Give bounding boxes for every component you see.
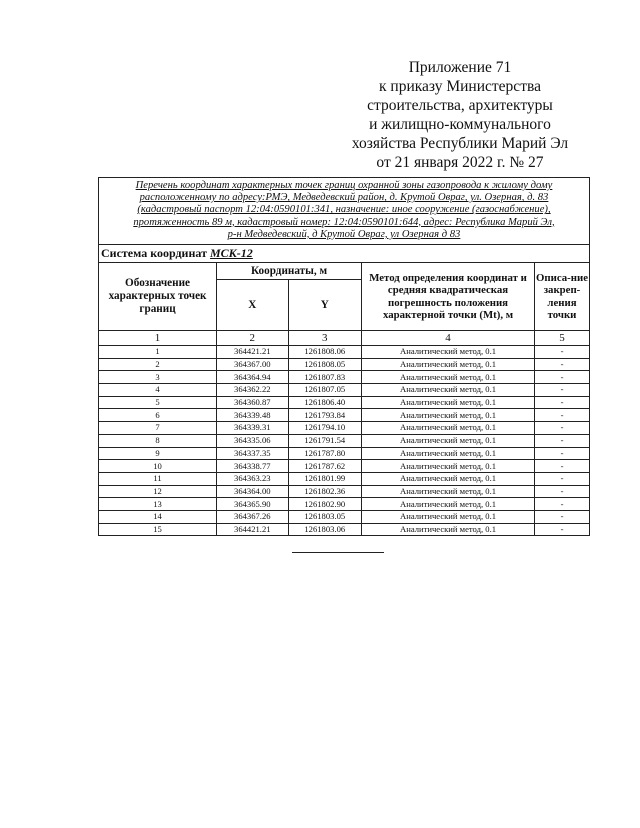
header-point: Обозначение характерных точек границ bbox=[99, 263, 217, 331]
description-cell: - bbox=[535, 358, 590, 371]
y-coordinate-cell: 1261801.99 bbox=[288, 472, 362, 485]
y-coordinate-cell: 1261803.06 bbox=[288, 523, 362, 536]
table-title-line: р-н Медведевский, д Крутой Овраг, ул Озерная д 83 bbox=[227, 228, 461, 240]
x-coordinate-cell: 364338.77 bbox=[217, 460, 288, 473]
table-row bbox=[99, 384, 590, 397]
method-cell: Аналитический метод, 0.1 bbox=[362, 510, 535, 523]
x-coordinate-cell: 364421.21 bbox=[217, 346, 288, 359]
y-coordinate-cell: 1261808.06 bbox=[288, 346, 362, 359]
header-block bbox=[340, 58, 580, 172]
description-cell: - bbox=[535, 485, 590, 498]
coordinate-system-label: Система координат bbox=[101, 246, 207, 261]
header-line: и жилищно-коммунального bbox=[369, 116, 551, 133]
description-cell: - bbox=[535, 434, 590, 447]
y-coordinate-cell: 1261807.05 bbox=[288, 384, 362, 397]
description-cell: - bbox=[535, 409, 590, 422]
point-number-cell: 2 bbox=[99, 358, 217, 371]
method-cell: Аналитический метод, 0.1 bbox=[362, 523, 535, 536]
y-coordinate-cell: 1261803.05 bbox=[288, 510, 362, 523]
coordinates-table bbox=[98, 177, 590, 536]
description-cell: - bbox=[535, 460, 590, 473]
x-coordinate-cell: 364337.35 bbox=[217, 447, 288, 460]
point-number-cell: 12 bbox=[99, 485, 217, 498]
description-cell: - bbox=[535, 371, 590, 384]
table-row bbox=[99, 523, 590, 536]
x-coordinate-cell: 364363.23 bbox=[217, 472, 288, 485]
method-cell: Аналитический метод, 0.1 bbox=[362, 422, 535, 435]
table-row bbox=[99, 434, 590, 447]
column-number-row bbox=[99, 331, 590, 346]
table-row bbox=[99, 510, 590, 523]
table-row bbox=[99, 447, 590, 460]
point-number-cell: 15 bbox=[99, 523, 217, 536]
table-title-line: (кадастровый паспорт 12:04:0590101:341, назначение: иное сооружение (газоснабжение), bbox=[137, 204, 551, 216]
x-coordinate-cell: 364360.87 bbox=[217, 396, 288, 409]
description-cell: - bbox=[535, 396, 590, 409]
header-line: Приложение 71 bbox=[408, 59, 512, 76]
method-cell: Аналитический метод, 0.1 bbox=[362, 384, 535, 397]
description-cell: - bbox=[535, 422, 590, 435]
header-y: Y bbox=[288, 280, 362, 331]
table-row bbox=[99, 422, 590, 435]
column-number: 3 bbox=[288, 331, 362, 346]
column-number: 4 bbox=[362, 331, 535, 346]
point-number-cell: 3 bbox=[99, 371, 217, 384]
header-line: к приказу Министерства bbox=[379, 78, 541, 95]
coordinate-system-value: МСК-12 bbox=[209, 246, 253, 261]
description-cell: - bbox=[535, 447, 590, 460]
column-number: 2 bbox=[217, 331, 288, 346]
x-coordinate-cell: 364367.00 bbox=[217, 358, 288, 371]
table-row bbox=[99, 358, 590, 371]
description-cell: - bbox=[535, 523, 590, 536]
point-number-cell: 10 bbox=[99, 460, 217, 473]
header-line: хозяйства Республики Марий Эл bbox=[351, 135, 569, 152]
y-coordinate-cell: 1261794.10 bbox=[288, 422, 362, 435]
x-coordinate-cell: 364367.26 bbox=[217, 510, 288, 523]
table-row bbox=[99, 346, 590, 359]
table-title-line: протяженность 89 м, кадастровый номер: 12:04:0590101:644, адрес: Республика Марий Эл, bbox=[133, 216, 555, 228]
method-cell: Аналитический метод, 0.1 bbox=[362, 434, 535, 447]
point-number-cell: 1 bbox=[99, 346, 217, 359]
header-description: Описа-ние закреп-ления точки bbox=[535, 263, 590, 331]
point-number-cell: 13 bbox=[99, 498, 217, 511]
description-cell: - bbox=[535, 498, 590, 511]
method-cell: Аналитический метод, 0.1 bbox=[362, 447, 535, 460]
x-coordinate-cell: 364421.21 bbox=[217, 523, 288, 536]
method-cell: Аналитический метод, 0.1 bbox=[362, 485, 535, 498]
coordinate-system-row bbox=[99, 245, 590, 263]
x-coordinate-cell: 364339.48 bbox=[217, 409, 288, 422]
table-row bbox=[99, 498, 590, 511]
point-number-cell: 9 bbox=[99, 447, 217, 460]
description-cell: - bbox=[535, 510, 590, 523]
header-method: Метод определения координат и средняя квадратическая погрешность положения характерной точки (Мt), м bbox=[362, 263, 535, 331]
method-cell: Аналитический метод, 0.1 bbox=[362, 498, 535, 511]
method-cell: Аналитический метод, 0.1 bbox=[362, 409, 535, 422]
y-coordinate-cell: 1261808.05 bbox=[288, 358, 362, 371]
table-row bbox=[99, 472, 590, 485]
table-title-line: расположенному по адресу:РМЭ, Медведевский район, д. Крутой Овраг, ул. Озерная, д. 83 bbox=[139, 192, 549, 204]
table-row bbox=[99, 371, 590, 384]
y-coordinate-cell: 1261791.54 bbox=[288, 434, 362, 447]
method-cell: Аналитический метод, 0.1 bbox=[362, 460, 535, 473]
y-coordinate-cell: 1261802.36 bbox=[288, 485, 362, 498]
footer-divider bbox=[292, 552, 384, 553]
method-cell: Аналитический метод, 0.1 bbox=[362, 396, 535, 409]
method-cell: Аналитический метод, 0.1 bbox=[362, 371, 535, 384]
x-coordinate-cell: 364365.90 bbox=[217, 498, 288, 511]
table-row bbox=[99, 409, 590, 422]
y-coordinate-cell: 1261793.84 bbox=[288, 409, 362, 422]
point-number-cell: 4 bbox=[99, 384, 217, 397]
description-cell: - bbox=[535, 384, 590, 397]
header-x: X bbox=[217, 280, 288, 331]
header-line: строительства, архитектуры bbox=[367, 97, 553, 114]
y-coordinate-cell: 1261807.83 bbox=[288, 371, 362, 384]
y-coordinate-cell: 1261787.62 bbox=[288, 460, 362, 473]
x-coordinate-cell: 364364.00 bbox=[217, 485, 288, 498]
description-cell: - bbox=[535, 346, 590, 359]
x-coordinate-cell: 364335.06 bbox=[217, 434, 288, 447]
x-coordinate-cell: 364364.94 bbox=[217, 371, 288, 384]
method-cell: Аналитический метод, 0.1 bbox=[362, 472, 535, 485]
column-number: 5 bbox=[535, 331, 590, 346]
method-cell: Аналитический метод, 0.1 bbox=[362, 346, 535, 359]
table-title bbox=[99, 178, 590, 245]
column-number: 1 bbox=[99, 331, 217, 346]
point-number-cell: 11 bbox=[99, 472, 217, 485]
y-coordinate-cell: 1261802.90 bbox=[288, 498, 362, 511]
x-coordinate-cell: 364339.31 bbox=[217, 422, 288, 435]
header-coords: Координаты, м bbox=[217, 263, 362, 280]
y-coordinate-cell: 1261787.80 bbox=[288, 447, 362, 460]
y-coordinate-cell: 1261806.40 bbox=[288, 396, 362, 409]
x-coordinate-cell: 364362.22 bbox=[217, 384, 288, 397]
point-number-cell: 7 bbox=[99, 422, 217, 435]
header-line: от 21 января 2022 г. № 27 bbox=[376, 154, 544, 171]
description-cell: - bbox=[535, 472, 590, 485]
table-row bbox=[99, 485, 590, 498]
table-title-line: Перечень координат характерных точек границ охранной зоны газопровода к жилому дому bbox=[135, 180, 553, 191]
method-cell: Аналитический метод, 0.1 bbox=[362, 358, 535, 371]
point-number-cell: 6 bbox=[99, 409, 217, 422]
point-number-cell: 8 bbox=[99, 434, 217, 447]
table-row bbox=[99, 460, 590, 473]
table-row bbox=[99, 396, 590, 409]
point-number-cell: 14 bbox=[99, 510, 217, 523]
point-number-cell: 5 bbox=[99, 396, 217, 409]
